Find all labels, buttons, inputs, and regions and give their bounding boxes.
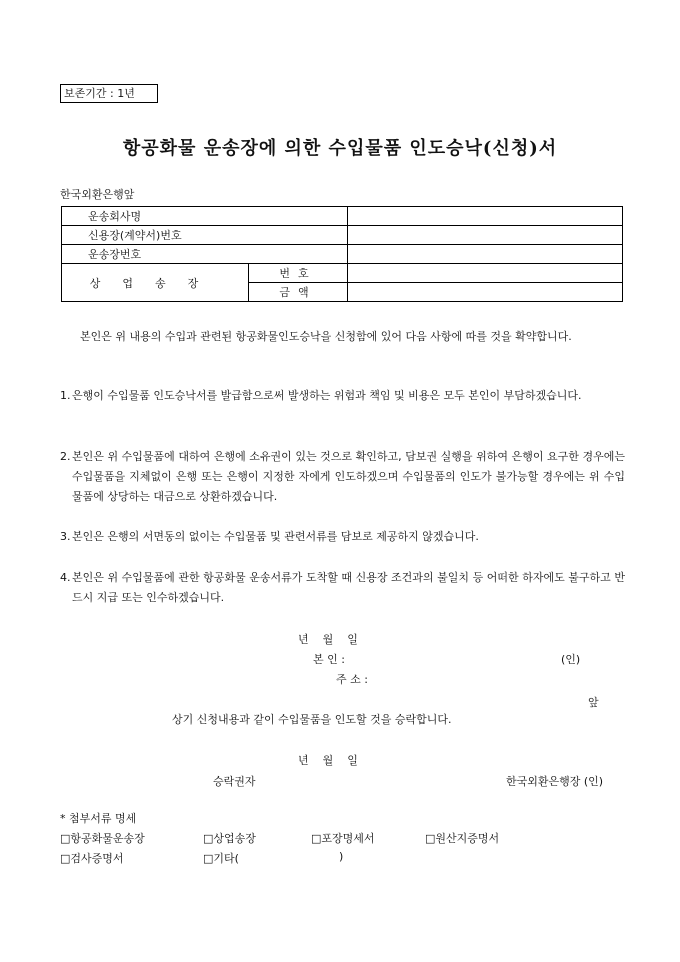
attachments-title: * 첨부서류 명세	[60, 812, 137, 825]
table-row	[62, 245, 623, 264]
clause-number: 1.	[60, 389, 71, 402]
date-line-approval: 년 월 일	[298, 754, 358, 767]
info-table	[61, 206, 623, 302]
retention-period-box: 보존기간 : 1년	[60, 84, 158, 103]
attachment-commercial-invoice[interactable]: □상업송장	[203, 832, 256, 845]
attachment-certificate-of-origin[interactable]: □원산지증명서	[425, 832, 500, 845]
clause-number: 3.	[60, 530, 71, 543]
attachment-other-close: )	[339, 850, 344, 863]
clause-number: 4.	[60, 571, 71, 584]
invoice-amount-field[interactable]	[348, 283, 623, 302]
clause-text: 본인은 위 수입물품에 대하여 은행에 소유권이 있는 것으로 확인하고, 담보권 실행을 위하여 은행이 요구한 경우에는 수입물품을 지체없이 은행 또는 은행이 지정한 자에게 인도하겠으며 수입물품의 인도가 불가능할 경우에는 위 수입물품에 상당하는 대금으로 상환하겠습니다.	[72, 450, 625, 503]
applicant-seal: (인)	[561, 653, 581, 666]
clause-text: 은행이 수입물품 인도승낙서를 발급함으로써 발생하는 위험과 책임 및 비용은 모두 본인이 부담하겠습니다.	[72, 389, 582, 402]
addressee: 한국외환은행앞	[60, 188, 135, 201]
clause-text: 본인은 은행의 서면동의 없이는 수입물품 및 관련서류를 담보로 제공하지 않겠습니다.	[72, 530, 479, 543]
clause-text: 본인은 위 수입물품에 관한 항공화물 운송서류가 도착할 때 신용장 조건과의 불일치 등 어떠한 하자에도 불구하고 반드시 지급 또는 인수하겠습니다.	[72, 571, 625, 604]
waybill-number-field[interactable]	[348, 245, 623, 264]
invoice-number-field[interactable]	[348, 264, 623, 283]
invoice-amount-label: 금액	[249, 283, 348, 302]
attachment-other[interactable]: □기타(	[203, 852, 239, 865]
attachment-packing-list[interactable]: □포장명세서	[311, 832, 375, 845]
intro-paragraph: 본인은 위 내용의 수입과 관련된 항공화물인도승낙을 신청함에 있어 다음 사항에 따를 것을 확약합니다.	[80, 330, 572, 343]
waybill-number-label: 운송장번호	[62, 245, 348, 264]
clause-2	[60, 447, 625, 507]
carrier-name-field[interactable]	[348, 207, 623, 226]
lc-number-label: 신용장(계약서)번호	[62, 226, 348, 245]
date-line-applicant: 년 월 일	[298, 633, 358, 646]
approval-statement: 상기 신청내용과 같이 수입물품을 인도할 것을 승락합니다.	[172, 713, 452, 726]
lc-number-field[interactable]	[348, 226, 623, 245]
address-label: 주 소 :	[336, 673, 368, 686]
clause-3	[60, 527, 625, 547]
commercial-invoice-label: 상업송장	[62, 264, 249, 302]
clause-4	[60, 568, 625, 608]
attachment-inspection-certificate[interactable]: □검사증명서	[60, 852, 124, 865]
bank-signature: 한국외환은행장 (인)	[506, 775, 604, 788]
table-row	[62, 264, 623, 283]
clause-number: 2.	[60, 450, 71, 463]
document-title: 항공화물 운송장에 의한 수입물품 인도승낙(신청)서	[122, 138, 558, 159]
invoice-number-label: 번호	[249, 264, 348, 283]
to-suffix: 앞	[588, 696, 599, 709]
attachment-air-waybill[interactable]: □항공화물운송장	[60, 832, 145, 845]
carrier-name-label: 운송회사명	[62, 207, 348, 226]
clause-1	[60, 386, 625, 406]
table-row	[62, 226, 623, 245]
approver-label: 승락권자	[213, 775, 256, 788]
applicant-label: 본 인 :	[313, 653, 345, 666]
table-row	[62, 207, 623, 226]
